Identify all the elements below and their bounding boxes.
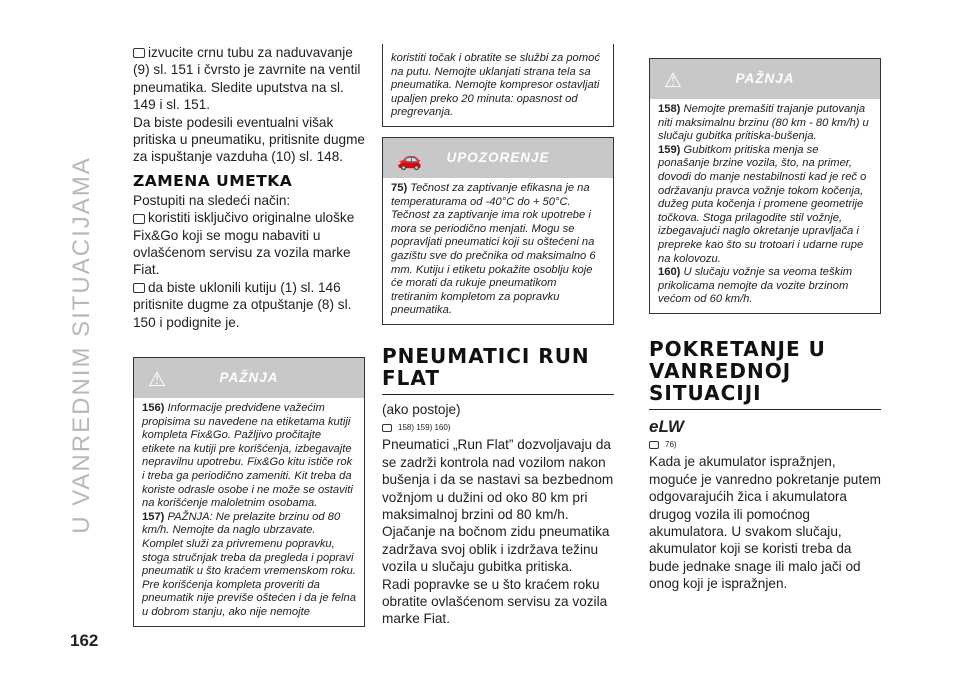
caution-box-title: UPOZORENJE <box>446 149 550 165</box>
note-160: 160) U slučaju vožnje sa veoma teškim prikolicama nemojte da vozite brzinom većom od 60 km/h. <box>658 266 853 306</box>
caution-box-body <box>383 178 613 324</box>
warning-box-body <box>650 99 880 313</box>
step-icon <box>133 48 145 58</box>
column-3 <box>649 58 881 593</box>
paragraph: Ojačanje na bočnom zidu pneumatika zadržava svoj oblik i izdržava težinu vozila u slučaju gubitka pritiska. <box>382 524 610 575</box>
caution-box <box>382 137 614 325</box>
reference-list: 158) 159) 160) <box>382 418 614 436</box>
note-156: 156) Informacije predviđene važećim propisima su navedene na etiketama kutiji kompleta Fix&Go. Pažljivo pročitajte etikete na kutiji pre korišćenja, izbegavajte nepravilnu upotrebu. Fix&Go kitu ističe rok i treba ga periodično zameniti. Kit treba da koriste odrasle osobe i ne može se ostaviti na korišćenje maloletnim osobama. <box>142 402 353 510</box>
note-158: 158) Nemojte premašiti trajanje putovanja niti maksimalnu brzinu (80 km - 80 km/h) u slučaju gubitka pritiska-bušenja. <box>658 103 869 143</box>
step-icon <box>133 214 145 224</box>
warning-box <box>649 58 881 314</box>
paragraph: Da biste podesili eventualni višak pritiska u pneumatiku, pritisnite dugme za ispuštanje vazduha (10) sl. 148. <box>133 114 365 165</box>
paragraph: (ako postoje) <box>382 401 461 417</box>
caution-box-header <box>383 138 613 178</box>
note-157-continued: koristiti točak i obratite se službi za pomoć na putu. Nemojte uklanjati strana tela sa pneumatika. Nemojte kompresor ostavljati upaljen preko 20 minuta: opasnost od pregrevanja. <box>391 52 600 119</box>
warning-box-title: PAŽNJA <box>219 370 279 386</box>
warning-box-header <box>134 358 364 398</box>
paragraph: izvucite crnu tubu za naduvavanje (9) sl. 151 i čvrsto je zavrnite na ventil pneumatika. Sledite uputstva na sl. 149 i sl. 151. <box>133 45 361 113</box>
step-icon <box>133 283 145 293</box>
section-heading-block <box>649 338 881 410</box>
paragraph: Postupiti na sledeći način: <box>133 192 291 208</box>
paragraph: koristiti isključivo originalne uloške Fix&Go koji se mogu nabaviti u ovlašćenom servisu za vozila marke Fiat. <box>133 210 355 278</box>
paragraph: Radi popravke se u što kraćem roku obratite ovlašćenom servisu za vozila marke Fiat. <box>382 576 608 627</box>
warning-box-continued <box>382 44 614 127</box>
note-157: 157) PAŽNJA: Ne prelazite brzinu od 80 km/h. Nemojte da naglo ubrzavate. Komplet služi za privremenu popravku, stoga stručnjak treba da pregleda i popravi pneumatik u što kraćem vremenskom roku. Pre korišćenja kompleta proveriti da pneumatik nije previše oštećen i da je felna u dobrom stanju, ako nije nemojte <box>142 510 356 618</box>
column-2 <box>382 44 614 628</box>
paragraph: Kada je akumulator ispražnjen, moguće je vanredno pokretanje putem odgovarajućih žica i akumulatora drugog vozila ili pomoćnog akumulatora. U svakom slučaju, akumulator koji se koristi treba da bude jednake snage ili malo jači od onog koji je ispražnjen. <box>649 454 881 592</box>
section-heading: PNEUMATICI RUN FLAT <box>382 343 590 390</box>
side-section-title: U VANREDNIM SITUACIJAMA <box>68 156 95 534</box>
warning-box-body <box>134 398 364 626</box>
paragraph: Pneumatici „Run Flat” dozvoljavaju da se zadrži kontrola nad vozilom nakon bušenja i da se nastavi sa bezbednom vožnjom u dužini od oko 80 km pri maksimalnoj brzini od 80 km/h. <box>382 437 614 523</box>
section-heading: ZAMENA UMETKA <box>133 171 293 190</box>
warning-triangle-icon: ⚠ <box>148 369 166 392</box>
warning-box <box>133 357 365 627</box>
column-1 <box>133 44 365 627</box>
warning-box-header <box>650 59 880 99</box>
warning-ref-icon <box>649 441 659 449</box>
note-75: 75) Tečnost za zaptivanje efikasna je na temperaturama od -40°C do + 50°C. Tečnost za zaptivanje ima rok upotrebe i mora se periodično menjati. Mogu se popravljati pneumatici koji su oštećeni na gazištu sve do prečnika od maksimalno 6 mm. Kutiju i etiketu pokažite osoblju koje će morati da rukuje pneumatikom tretiranim kompletom za popravku pneumatika. <box>391 181 596 317</box>
warning-box-body <box>383 44 613 126</box>
paragraph: da biste uklonili kutiju (1) sl. 146 pritisnite dugme za otpuštanje (8) sl. 150 i podignite je. <box>133 279 352 330</box>
reference-list: 76) <box>649 435 881 453</box>
note-159: 159) Gubitkom pritiska menja se ponašanje brzine vozila, što, na primer, dovodi do manje nestabilnosti kad je reč o održavanju pravca vožnje tokom kočenja, dužeg puta kočenja i promene geometrije točkova. Stoga prilagodite stil vožnje, izbegavajući naglo okretanje upravljača i prepreke kao što su trotoari i udarne rupe na kolovozu. <box>658 143 867 265</box>
warning-triangle-icon: ⚠ <box>664 70 682 92</box>
page-number: 162 <box>70 631 99 650</box>
car-icon: 🚗 <box>397 148 422 171</box>
electric-vehicle-icon: eLW <box>649 416 684 436</box>
warning-box-title: PAŽNJA <box>735 71 795 86</box>
warning-ref-icon <box>382 424 392 432</box>
section-heading: POKRETANJE U VANREDNOJ SITUACIJI <box>649 336 826 405</box>
section-heading-block <box>382 345 614 395</box>
